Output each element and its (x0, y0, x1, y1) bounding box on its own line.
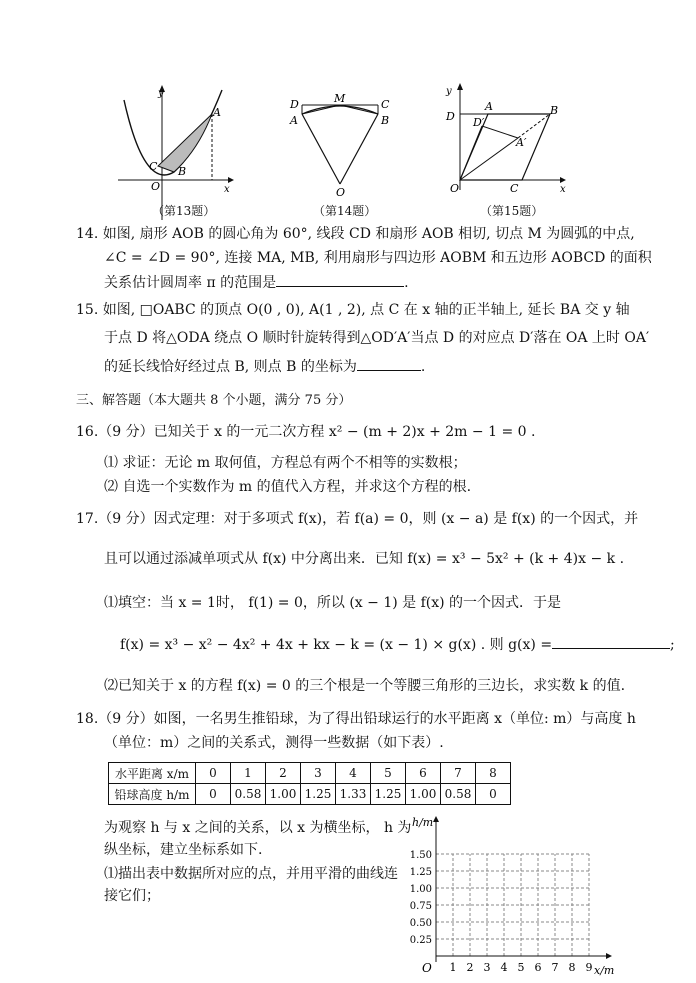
data-table (108, 762, 511, 805)
q15-line2: 于点 D 将△ODA 绕点 O 顺时针旋转得到△OD′A′当点 D 的对应点 D′落在 OA 上时 OA′ (104, 330, 650, 346)
label-C: C (149, 160, 158, 173)
arc-AB (302, 106, 378, 114)
q17-part2: ⑵已知关于 x 的方程 f(x) = 0 的三个根是一个等腰三角形的三边长，求实数 k 的值. (104, 678, 626, 694)
label-D: D (290, 98, 299, 111)
section-heading: 三、解答题（本大题共 8 个小题，满分 75 分） (76, 393, 352, 408)
table-cell: 1.00 (266, 784, 301, 805)
y-tick-label: 1.00 (409, 884, 432, 895)
q14-line3-period: . (404, 275, 409, 291)
q16-part2: ⑵ 自选一个实数作为 m 的值代入方程，并求这个方程的根. (104, 479, 472, 495)
caption-15: （第15题） (480, 204, 544, 218)
y-tick-label: 0.50 (409, 918, 432, 929)
grid-lines (436, 854, 589, 956)
x-tick-label: 4 (500, 961, 508, 974)
table-cell: 5 (371, 763, 406, 784)
origin-label: O (422, 961, 432, 975)
table-cell: 1.25 (301, 784, 336, 805)
y-tick-labels (410, 850, 432, 946)
label-O: O (336, 186, 346, 199)
q17-line2: 且可以通过添减单项式从 f(x) 中分离出来．已知 f(x) = x³ − 5x² + (k + 4)x − k . (104, 551, 625, 567)
q16-stem: 16.（9 分）已知关于 x 的一元二次方程 x² − (m + 2)x + 2m − 1 = 0 . (76, 424, 536, 440)
y-tick-label: 1.25 (409, 867, 432, 878)
q18-text2: 纵坐标，建立坐标系如下. (104, 842, 263, 858)
table-cell: 8 (476, 763, 511, 784)
table-cell: 4 (336, 763, 371, 784)
y-tick-label: 0.25 (409, 935, 432, 946)
label-O: O (151, 180, 161, 193)
axis-label-x: x/m (594, 964, 615, 977)
table-cell: 1 (231, 763, 266, 784)
x-tick-label: 3 (483, 961, 491, 974)
row-header: 水平距离 x/m (109, 763, 196, 784)
q18-text1: 为观察 h 与 x 之间的关系，以 x 为横坐标， h 为 (104, 820, 412, 836)
axis-label-h: h/m (412, 816, 434, 829)
label-D-prime: D′ (473, 116, 485, 129)
label-B: B (381, 114, 390, 127)
table-cell: 1.33 (336, 784, 371, 805)
caption-14: （第14题） (313, 204, 377, 218)
y-tick-label: 1.50 (409, 850, 432, 861)
q18-line2: （单位：m）之间的关系式，测得一些数据（如下表）. (104, 735, 444, 751)
label-x: x (224, 184, 230, 195)
table-cell: 0 (196, 784, 231, 805)
q17-part1: ⑴填空：当 x = 1时， f(1) = 0，所以 (x − 1) 是 f(x) 的一个因式．于是 (104, 595, 562, 611)
table-cell: 3 (301, 763, 336, 784)
q15-line3 (104, 356, 425, 377)
label-O: O (450, 182, 460, 195)
x-tick-label: 2 (466, 961, 474, 974)
table-cell: 1.25 (371, 784, 406, 805)
q18-text4: 接它们； (104, 888, 160, 904)
x-axis-arrow (606, 953, 612, 959)
answer-blank-15[interactable] (357, 356, 421, 371)
table-cell: 1.00 (406, 784, 441, 805)
q14-line1: 14. 如图, 扇形 AOB 的圆心角为 60°, 线段 CD 和扇形 AOB 相切, 切点 M 为圆弧的中点, (76, 226, 635, 242)
table-cell: 0.58 (231, 784, 266, 805)
q14-line3 (104, 272, 409, 293)
answer-blank-14[interactable] (276, 272, 404, 287)
q14-line2: ∠C = ∠D = 90°, 连接 MA, MB, 利用扇形与四边形 AOBM 和五边形 AOBCD 的面积 (104, 250, 652, 266)
table-cell: 7 (441, 763, 476, 784)
q15-line3-text: 的延长线恰好经过点 B, 则点 B 的坐标为 (104, 359, 357, 375)
q15-line1: 15. 如图, □OABC 的顶点 O(0 , 0), A(1 , 2), 点 C 在 x 轴的正半轴上, 延长 BA 交 y 轴 (76, 302, 630, 318)
label-y: y (446, 86, 452, 97)
row-header: 铅球高度 h/m (109, 784, 196, 805)
label-y: y (158, 88, 164, 99)
x-tick-label: 8 (568, 961, 576, 974)
q17-formula (120, 634, 675, 655)
x-tick-labels (450, 961, 593, 974)
label-C: C (510, 182, 519, 195)
label-A: A (290, 114, 298, 127)
x-tick-label: 6 (534, 961, 542, 974)
label-B: B (550, 104, 559, 117)
label-A: A (213, 106, 221, 119)
label-A: A (485, 100, 493, 113)
label-x: x (560, 184, 566, 195)
q18-text3: ⑴描出表中数据所对应的点，并用平滑的曲线连 (104, 866, 398, 882)
shaded-region (158, 114, 212, 172)
q18-stem: 18.（9 分）如图，一名男生推铅球，为了得出铅球运行的水平距离 x（单位: m）与高度 h (76, 711, 636, 727)
q16-part1: ⑴ 求证：无论 m 取何值，方程总有两个不相等的实数根； (104, 455, 467, 471)
y-axis-arrow (433, 816, 439, 822)
caption-13: （第13题） (152, 204, 216, 218)
q14-line3-text: 关系估计圆周率 π 的范围是 (104, 275, 277, 291)
table-row (109, 784, 511, 805)
q17-formula-text: f(x) = x³ − x² − 4x² + 4x + kx − k = (x − 1) × g(x) . 则 g(x) = (120, 637, 553, 653)
coordinate-grid[interactable] (400, 812, 630, 980)
q17-formula-semicolon: ; (670, 637, 675, 653)
x-tick-label: 5 (517, 961, 525, 974)
table-cell: 0 (196, 763, 231, 784)
q17-stem: 17.（9 分）因式定理：对于多项式 f(x)，若 f(a) = 0，则 (x − a) 是 f(x) 的一个因式，并 (76, 511, 639, 527)
x-tick-label: 7 (551, 961, 559, 974)
table-cell: 0 (476, 784, 511, 805)
table-cell: 0.58 (441, 784, 476, 805)
x-tick-label: 9 (585, 961, 593, 974)
q15-line3-period: . (420, 359, 426, 375)
label-A-prime: A′ (516, 136, 527, 149)
label-C: C (381, 98, 390, 111)
y-tick-label: 0.75 (409, 901, 432, 912)
label-B: B (178, 165, 187, 178)
table-row (109, 763, 511, 784)
table-cell: 6 (406, 763, 441, 784)
label-D: D (446, 110, 455, 123)
answer-blank-17[interactable] (552, 634, 670, 649)
label-M: M (334, 92, 346, 105)
x-tick-label: 1 (449, 961, 457, 974)
table-cell: 2 (266, 763, 301, 784)
